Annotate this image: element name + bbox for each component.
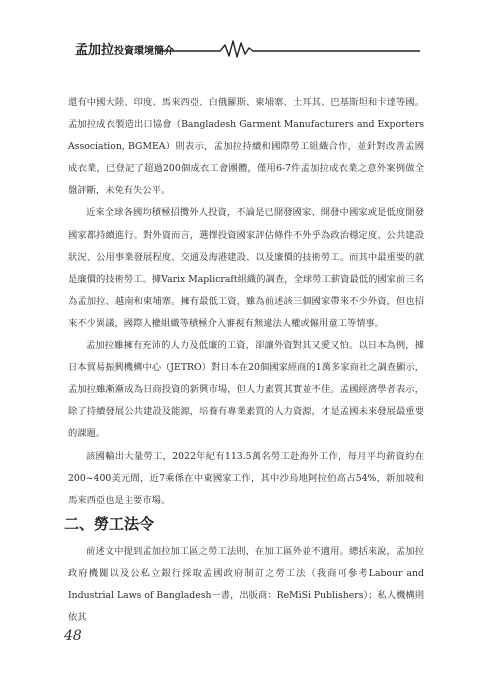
body-text (68, 92, 424, 512)
page-number: 48 (64, 628, 82, 644)
paragraph-3: 孟加拉雖擁有充沛的人力及低廉的工資，卻讓外資對其又愛又怕。以日本為例，據日本貿易振興機構中心（JETRO）對日本在20個國家經商的1萬多家商社之調查顯示，孟加拉雖漸漸成為日商投資的新興市場，但人力素質其實並不佳。孟國經濟學者表示，除了持續發展公共建設及能源，培養有專業素質的人力資源，才是孟國未來發展最重要的課題。 (68, 340, 424, 440)
header-title-sub: 投資環境簡介 (114, 46, 175, 57)
paragraph-1: 還有中國大陸、印度、馬來西亞、白俄羅斯、柬埔寨、土耳其、巴基斯坦和卡達等國。孟加拉成衣製造出口協會（Bangladesh Garment Manufacturers and Exporters Association, BGMEA）則表示，孟加拉持續和國際勞工組織合作，並針對改善孟國成衣業，已登記了超過200個成衣工會團體，僅用6-7件孟加拉成衣業之意外案例做全盤評斷，未免有失公平。 (68, 97, 424, 197)
paragraph-4: 該國輸出大量勞工，2022年紀有113.5萬名勞工赴海外工作，每月平均薪資約在200~400美元間，近7乘係在中東國家工作，其中沙烏地阿拉伯高占54%，新加坡和馬來西亞也是主要市場。 (68, 450, 424, 506)
section-paragraph: 前述文中提到孟加拉加工區之勞工法則，在加工區外並不適用。總括來說，孟加拉政府機關以及公私立銀行採取孟國政府制訂之勞工法（我商可參考Labour and Industrial Laws of Bangladesh一書，出版商：ReMiSi Publishers）；私人機構則依其 (68, 546, 424, 624)
header-pulse-line (75, 34, 420, 60)
header-title-main: 孟加拉 (75, 43, 115, 58)
page-header (75, 34, 420, 60)
paragraph-2: 近來全球各國均積極招攬外人投資，不論是已開發國家、開發中國家或是低度開發國家都持續進行。對外資而言，選擇投資國家評估條件不外乎為政治穩定度、公共建設狀況、公用事業發展程度、交通及海港建設、以及廉價的技術勞工。而其中最重要的就是廉價的技術勞工。據Varix Maplicraft組織的調查，全球勞工薪資最低的國家前三名為孟加拉、越南和柬埔寨。擁有最低工資，雖為前述該三個國家帶來不少外資，但也招來不少異議，國際人權組織等積極介入審視有無違法人權或僱用童工等情事。 (68, 207, 424, 329)
section-text (68, 541, 424, 629)
section-heading: 二、勞工法令 (64, 515, 155, 533)
